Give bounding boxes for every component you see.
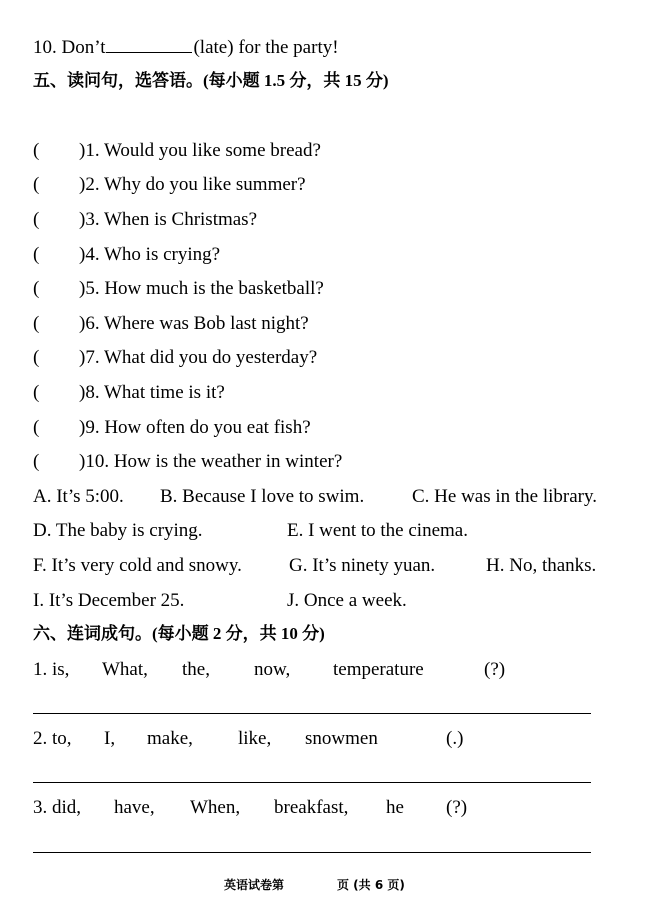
answer-line[interactable]: [33, 852, 591, 853]
fill-in-question-10: [33, 34, 339, 60]
option-j: J. Once a week.: [287, 590, 407, 611]
scrambled-word: (?): [484, 659, 506, 680]
question-text: )8. What time is it?: [79, 382, 225, 403]
answer-paren[interactable]: (: [33, 382, 40, 403]
scrambled-word: What,: [102, 659, 148, 680]
answer-paren[interactable]: (: [33, 140, 40, 161]
option-e: E. I went to the cinema.: [287, 520, 468, 541]
question-row: [33, 277, 324, 301]
question-row: [33, 381, 225, 405]
question-row: [33, 450, 342, 474]
question-text: )5. How much is the basketball?: [79, 278, 324, 299]
scrambled-word: 1. is,: [33, 659, 70, 680]
footer-page-label-right: 页 (共 6 页): [337, 878, 405, 892]
answer-paren[interactable]: (: [33, 347, 40, 368]
answer-paren[interactable]: (: [33, 209, 40, 230]
option-h: H. No, thanks.: [486, 555, 597, 576]
question-text: )7. What did you do yesterday?: [79, 347, 318, 368]
question-row: [33, 173, 306, 197]
question-text: )1. Would you like some bread?: [79, 140, 321, 161]
scrambled-word: (?): [446, 797, 468, 818]
scrambled-word: the,: [182, 659, 210, 680]
question-text: )2. Why do you like summer?: [79, 174, 306, 195]
question-row: [33, 139, 321, 163]
scrambled-word: 2. to,: [33, 728, 72, 749]
scrambled-word: now,: [254, 659, 291, 680]
section-6-heading: 六、连词成句。(每小题 2 分，共 10 分): [33, 624, 325, 643]
question-number: 10.: [33, 37, 57, 58]
answer-line[interactable]: [33, 713, 591, 714]
question-text: )10. How is the weather in winter?: [79, 451, 343, 472]
scrambled-word: breakfast,: [274, 797, 349, 818]
option-f: F. It’s very cold and snowy.: [33, 555, 242, 576]
scrambled-word: When,: [190, 797, 241, 818]
question-text-after: (late) for the party!: [193, 37, 339, 58]
scrambled-word: like,: [238, 728, 272, 749]
scrambled-word: he: [386, 797, 404, 818]
question-row: [33, 312, 309, 336]
scrambled-word: I,: [104, 728, 116, 749]
question-row: [33, 416, 311, 440]
scrambled-word: 3. did,: [33, 797, 82, 818]
footer-page-label-left: 英语试卷第: [224, 878, 285, 892]
answer-paren[interactable]: (: [33, 278, 40, 299]
option-d: D. The baby is crying.: [33, 520, 203, 541]
option-g: G. It’s ninety yuan.: [289, 555, 436, 576]
scrambled-word: temperature: [333, 659, 424, 680]
answer-paren[interactable]: (: [33, 244, 40, 265]
answer-paren[interactable]: (: [33, 313, 40, 334]
answer-line[interactable]: [33, 782, 591, 783]
question-row: [33, 208, 257, 232]
question-text: )9. How often do you eat fish?: [79, 417, 311, 438]
option-c: C. He was in the library.: [412, 486, 598, 507]
question-row: [33, 243, 220, 267]
scrambled-word: have,: [114, 797, 155, 818]
question-text: )4. Who is crying?: [79, 244, 221, 265]
answer-paren[interactable]: (: [33, 417, 40, 438]
scrambled-word: make,: [147, 728, 193, 749]
section-5-heading: 五、读问句，选答语。(每小题 1.5 分，共 15 分): [33, 71, 389, 90]
option-i: I. It’s December 25.: [33, 590, 185, 611]
question-text: )3. When is Christmas?: [79, 209, 258, 230]
option-b: B. Because I love to swim.: [160, 486, 365, 507]
scrambled-word: (.): [446, 728, 464, 749]
question-text: )6. Where was Bob last night?: [79, 313, 309, 334]
answer-paren[interactable]: (: [33, 174, 40, 195]
answer-paren[interactable]: (: [33, 451, 40, 472]
option-a: A. It’s 5:00.: [33, 486, 124, 507]
question-text-before: Don’t: [61, 37, 106, 58]
question-row: [33, 346, 317, 370]
answer-blank[interactable]: [106, 34, 192, 53]
scrambled-word: snowmen: [305, 728, 378, 749]
